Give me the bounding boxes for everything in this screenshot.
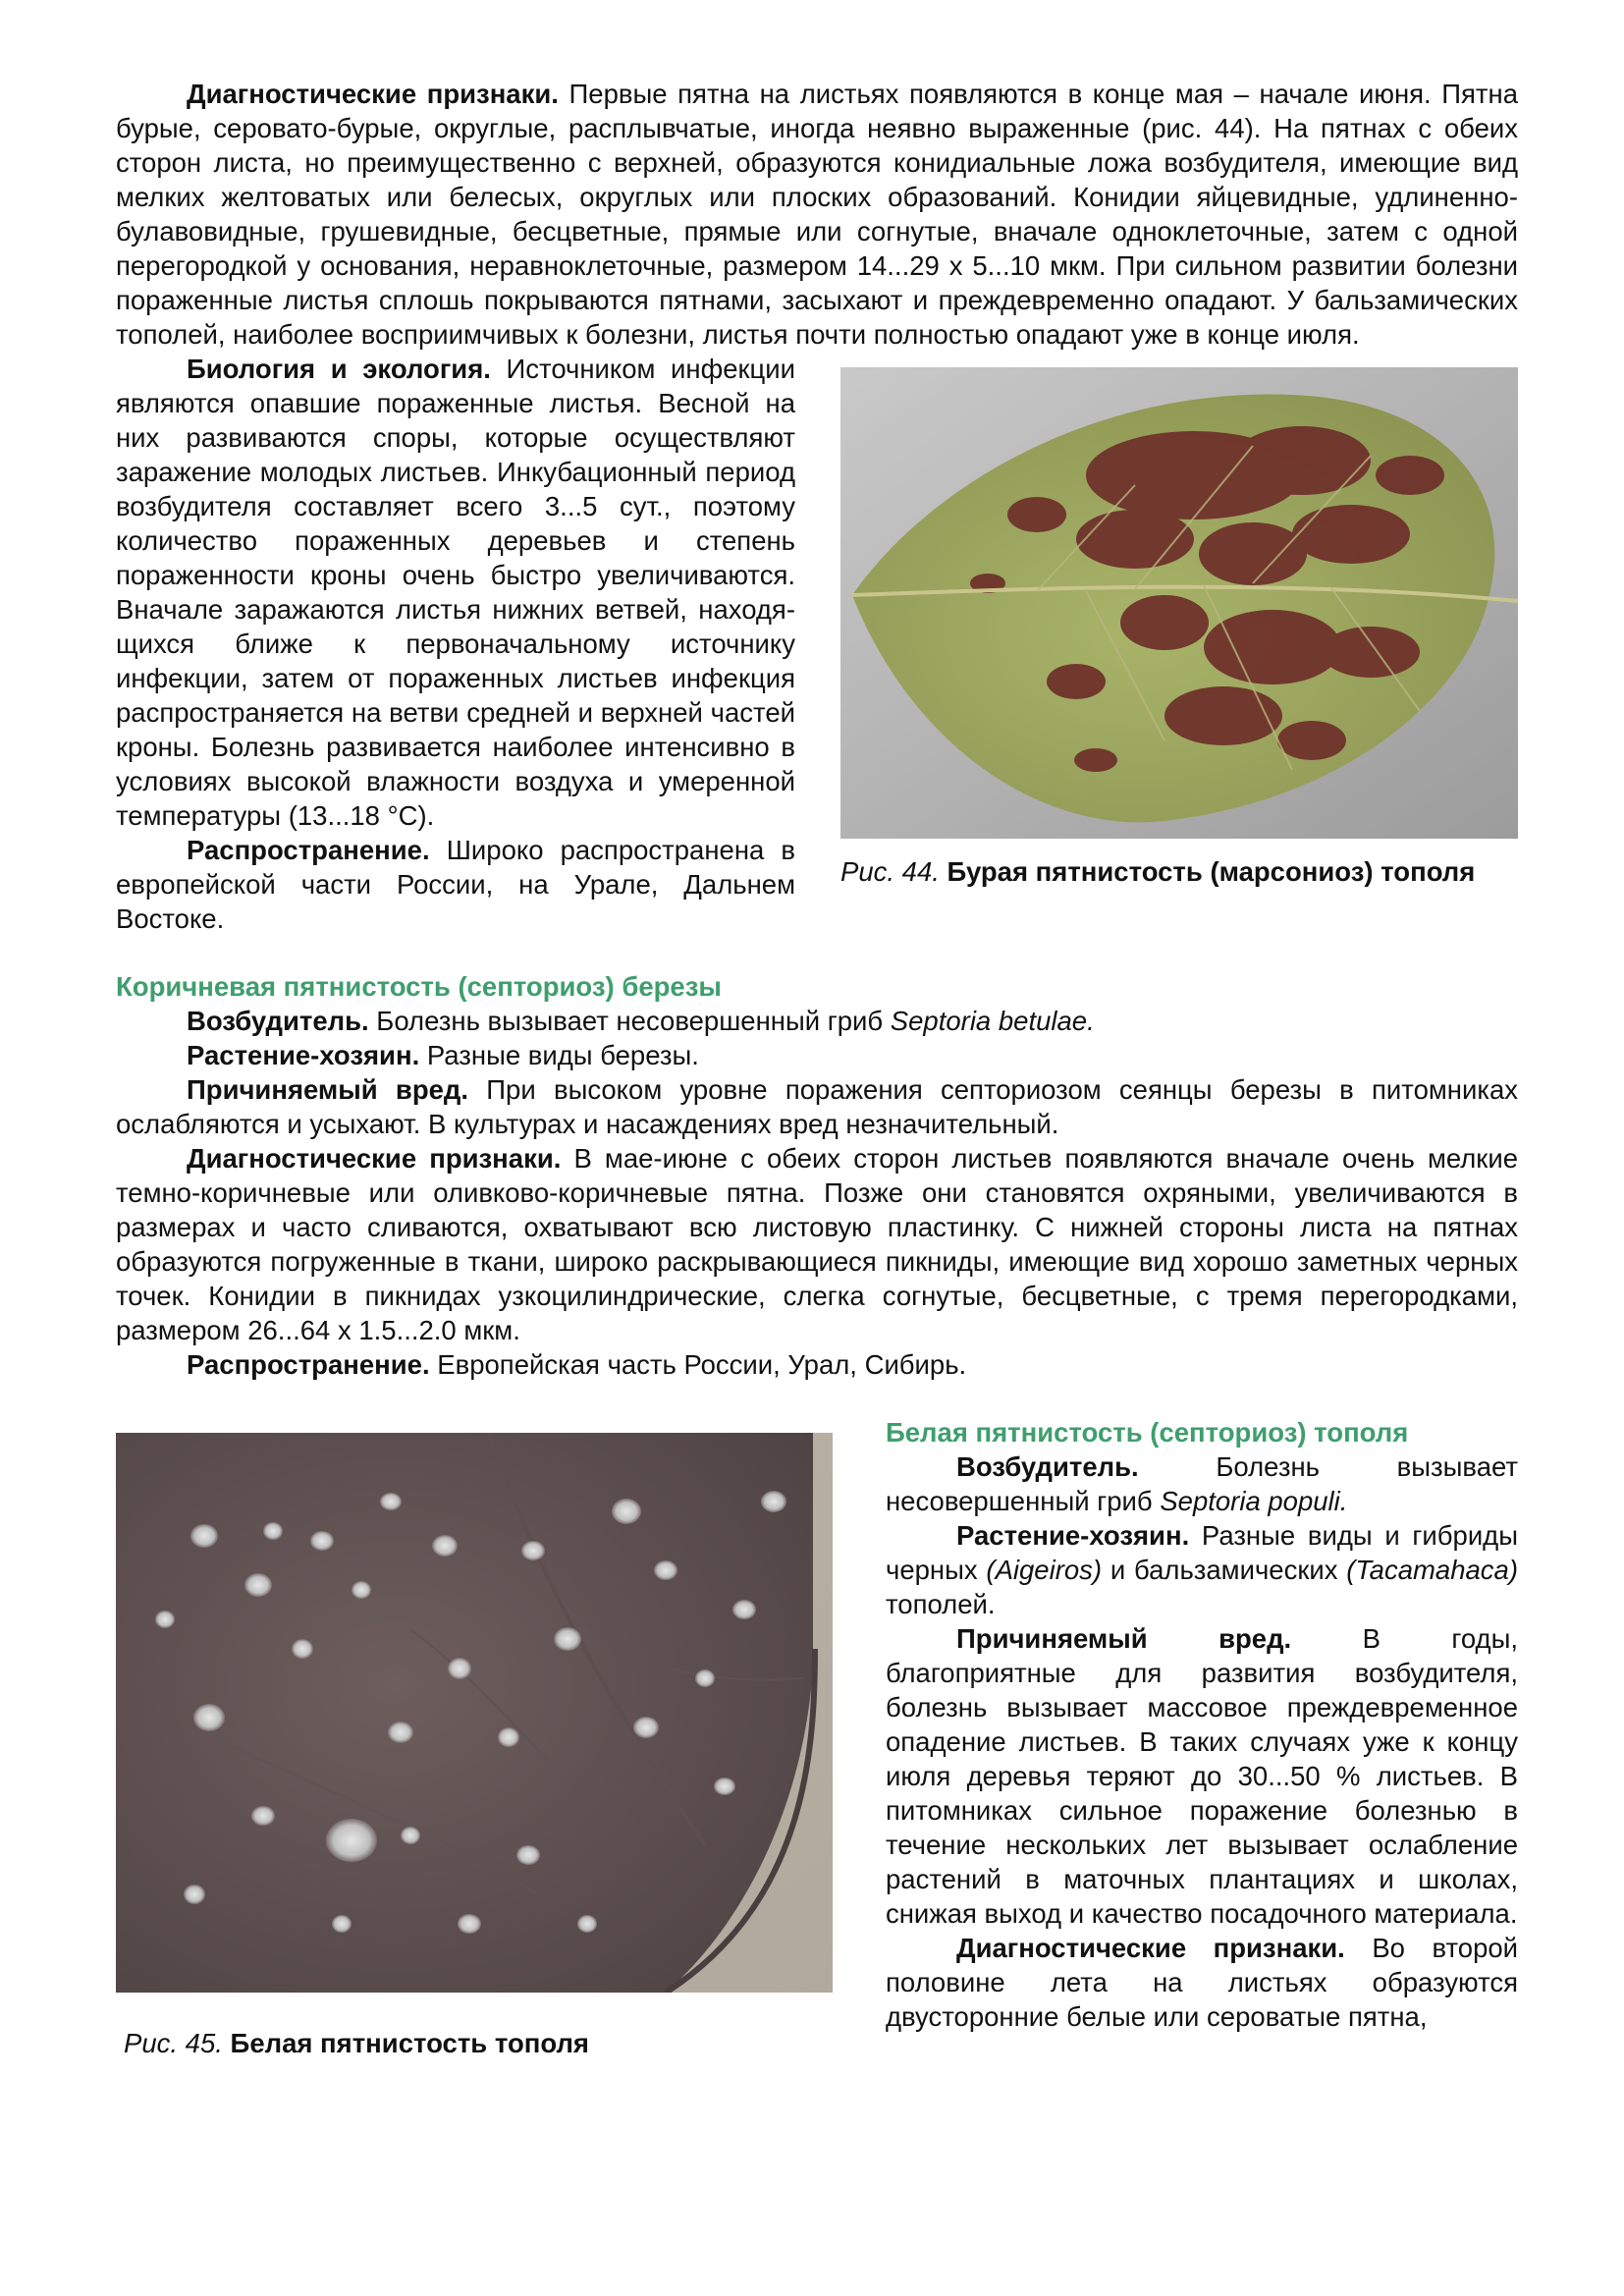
label: Диагностические признаки. [187,79,559,109]
section-heading-poplar-septoria: Белая пятнистость (септориоз) тополя [886,1417,1409,1448]
text: Источником инфекции являются опавшие пораженные листья. Весной на них развиваются споры, которые осуществляют заражение молодых листьев. Инкубационный период возбудителя составляет всего 3...5 сут., поэтому количество пораженных деревьев и степень пораженности кроны очень быстро увеличиваются. Вначале заражаются листья нижних ветвей, находящихся ближе к первоначальному источнику инфекции, затем от пораженных листьев инфекция распространяется на ветви средней и верхней частей кроны. Болезнь развивается наиболее интенсивно в условиях высокой влажности воздуха и умеренной температуры (13...18 °С). [116,354,796,831]
figure-number: Рис. 44. [840,856,940,887]
document-page [116,77,1518,2066]
label: Растение-хозяин. [956,1520,1190,1551]
paragraph-host-birch [116,1038,1518,1072]
label: Причиняемый вред. [956,1623,1292,1654]
figure-44-caption [840,854,1518,889]
paragraph-diagnostics-marsonina [116,77,1518,352]
label: Возбудитель. [187,1006,369,1036]
text: Болезнь вызывает несовершенный гриб [376,1006,884,1036]
text: При высоком уровне поражения септориозом сеянцы березы в питомниках ослабляются и усыхают. В культурах и насаждениях вред незначительный. [116,1074,1518,1139]
figure-45 [116,1433,833,2060]
text: Разные виды и гибриды черных [886,1520,1518,1585]
label: Возбудитель. [956,1451,1139,1482]
paragraph-pathogen-birch [116,1004,1518,1038]
figure-number: Рис. 45. [124,2028,223,2058]
label: Диагностические признаки. [956,1933,1345,1963]
label: Распространение. [187,835,430,865]
leaf-brown-spots-photo [840,367,1518,839]
text: и бальзамических [1110,1555,1338,1585]
text: Широко распространена в европейской части России, на Урале, Дальнем Востоке. [116,835,795,934]
paragraph-diagnostics-birch [116,1141,1518,1347]
text: Первые пятна на листьях появляются в конце мая – начале июня. Пятна бурые, серовато-бурые, округлые, расплывчатые, иногда неявно выраженные (рис. 44). На пятнах с обеих сторон листа, но преимущественно с верхней, образуются конидиальные ложа возбудителя, имеющие вид мелких желтоватых или белесых, округлых или плоских образований. Конидии яйцевидные, удлиненно-булавовидные, грушевидные, бесцветные, прямые или согнутые, вначале одноклеточные, затем с одной перегородкой у основания, неравноклеточные, размером 14...29 х 5...10 мкм. При сильном развитии болезни пораженные листья сплошь покрываются пятнами, засыхают и преждевременно опадают. У бальзамических тополей, наиболее восприимчивых к болезни, листья почти полностью опадают уже в конце июля. [116,79,1519,350]
figure-title: Бурая пятнистость (марсониоз) тополя [947,856,1476,887]
paragraph-harm-birch [116,1072,1518,1141]
species-name: Septoria populi. [1160,1486,1348,1516]
text: тополей. [886,1589,996,1619]
taxon-name: (Aigeiros) [986,1555,1103,1585]
label: Растение-хозяин. [187,1040,420,1070]
label: Распространение. [187,1349,430,1380]
paragraph-distribution-birch [116,1347,1518,1382]
figure-45-caption [116,2026,833,2060]
taxon-name: (Tacamahaca) [1346,1555,1519,1585]
section-heading-birch-septoria: Коричневая пятнистость (септориоз) березы [116,971,722,1002]
text: В годы, благоприятные для развития возбудителя, болезнь вызывает массовое преждевременное опадение листьев. В таких случаях уже к концу июля деревья теряют до 30...50 % листьев. В питомниках сильное поражение болезнью в течение нескольких лет вызывает ослабление растений в маточных плантациях и школах, снижая выход и качество посадочного материала. [886,1623,1518,1929]
label: Диагностические признаки. [187,1143,562,1174]
figure-title: Белая пятнистость тополя [230,2028,589,2058]
text: Европейская часть России, Урал, Сибирь. [437,1349,967,1380]
label: Биология и экология. [187,354,491,384]
text: Болезнь вызывает несовершенный гриб [886,1451,1519,1516]
label: Причиняемый вред. [187,1074,469,1105]
figure-44 [840,367,1518,889]
species-name: Septoria betulae. [890,1006,1095,1036]
text: Разные виды березы. [426,1040,699,1070]
text: Во второй половине лета на листьях образуются двусторонние белые или сероватые пятна, [886,1933,1519,2032]
text: В мае-июне с обеих сторон листьев появляются вначале очень мелкие темно-коричневые или оливково-коричневые пятна. Позже они становятся охряными, увеличиваются в размерах и часто сливаются, охватывают всю листовую пластинку. С нижней стороны листа на пятнах образуются погруженные в ткани, широко раскрывающиеся пикниды, имеющие вид хорошо заметных черных точек. Конидии в пикнидах узкоцилиндрические, слегка согнутые, бесцветные, с тремя перегородками, размером 26...64 х 1.5...2.0 мкм. [116,1143,1518,1345]
leaf-white-spots-photo [116,1433,833,1993]
